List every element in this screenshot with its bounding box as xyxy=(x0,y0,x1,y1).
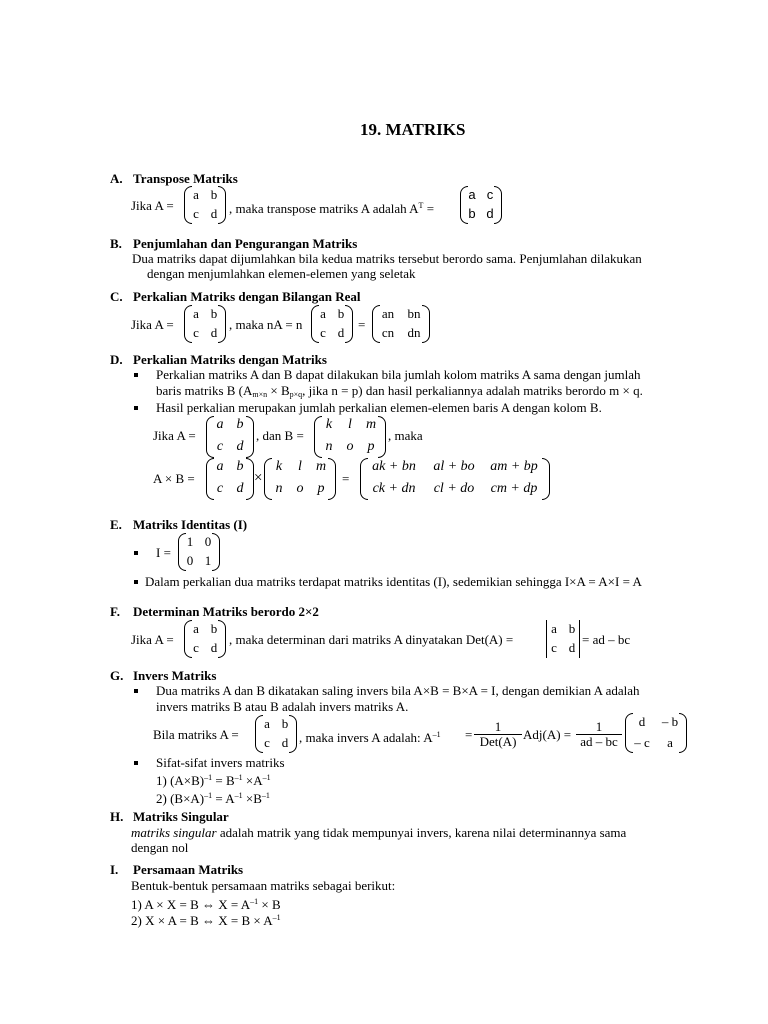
section-e-i-eq: I = xyxy=(156,545,171,560)
section-g-prop2: 2) $(B\times A)^{-1} = A^{-1} \times B^{-1}$ xyxy=(156,791,270,806)
matrix-cell: c xyxy=(551,640,557,655)
matrix-cell: k xyxy=(325,417,333,432)
matrix-cell: cn xyxy=(381,325,395,340)
matrix-cell: cl + do xyxy=(433,481,475,496)
fraction-denominator: Det(A) xyxy=(479,734,517,749)
section-f-matrix-a xyxy=(184,620,226,658)
matrix-cell: 0 xyxy=(204,534,212,549)
section-d-dan-b: , dan B = xyxy=(256,428,304,443)
section-g-matrix-a xyxy=(255,715,297,753)
matrix-cell: d xyxy=(638,714,646,729)
matrix-cell: a xyxy=(551,621,557,636)
matrix-cell: c xyxy=(193,325,199,340)
matrix-cell: a xyxy=(193,621,199,636)
bullet-icon xyxy=(134,689,138,693)
matrix-cell: a xyxy=(193,306,199,321)
matrix-cell: b xyxy=(236,459,244,474)
section-d-axb: A × B = xyxy=(153,471,195,486)
bullet-icon xyxy=(134,406,138,410)
page-title: 19. MATRIKS xyxy=(360,120,466,139)
section-d-matrix-b2 xyxy=(264,458,336,500)
matrix-cell: 0 xyxy=(186,553,194,568)
section-f-jika: Jika A = xyxy=(131,632,174,647)
section-a-matrix-a xyxy=(184,186,226,224)
matrix-cell: d xyxy=(210,640,218,655)
fraction-numerator: 1 xyxy=(576,720,622,735)
matrix-cell: p xyxy=(317,481,325,496)
section-d-jika: Jika A = xyxy=(153,428,196,443)
section-i-eq1: 1) A × X = B ⇔ $X = A^{-1} \times B$ xyxy=(131,897,281,912)
section-a-text: , maka transpose matriks A adalah $A^T$ = xyxy=(229,201,435,216)
section-c-matrix-n xyxy=(372,305,430,343)
matrix-cell: cm + dp xyxy=(490,481,538,496)
bullet-icon xyxy=(134,551,138,555)
section-g-eq1: = xyxy=(465,727,473,742)
section-g-frac-adbc xyxy=(576,720,622,749)
matrix-cell: c xyxy=(216,481,224,496)
section-i-heading: Persamaan Matriks xyxy=(133,862,244,877)
section-c-eq: = xyxy=(358,317,366,332)
matrix-cell: a xyxy=(193,187,199,202)
section-e-letter: E. xyxy=(110,517,122,532)
matrix-cell: c xyxy=(486,187,494,202)
matrix-cell: a xyxy=(320,306,326,321)
section-f-determinant xyxy=(545,620,581,658)
section-d-bullet1-line1: Perkalian matriks A dan B dapat dilakukan bila jumlah kolom matriks A sama dengan jumlah xyxy=(156,367,641,382)
section-e-bullet2: Dalam perkalian dua matriks terdapat matriks identitas (I), sedemikian sehingga I×A = A×I = A xyxy=(145,574,642,589)
matrix-cell: c xyxy=(193,640,199,655)
matrix-cell: d xyxy=(486,206,494,221)
section-i-eq2: 2) X × A = B ⇔ $X = B \times A^{-1}$ xyxy=(131,913,281,928)
matrix-cell: k xyxy=(275,459,283,474)
section-g-heading: Invers Matriks xyxy=(133,668,217,683)
section-f-result: = ad – bc xyxy=(582,632,631,647)
section-d-matrix-a xyxy=(206,416,254,458)
matrix-cell: b xyxy=(210,187,218,202)
section-g-frac-det xyxy=(474,720,522,749)
section-d-bullet1-line2: baris matriks B ($A_{m\times n} \times B_{p\times q}$, jika n = p) dan hasil perkaliannya adalah matriks berordo m × q. xyxy=(156,383,643,399)
matrix-cell: d xyxy=(210,206,218,221)
section-d-matrix-a2 xyxy=(206,458,254,500)
matrix-cell: n xyxy=(325,439,333,454)
section-d-matrix-b xyxy=(314,416,386,458)
section-g-bullet1-line1: Dua matriks A dan B dikatakan saling invers bila A×B = B×A = I, dengan demikian A adalah xyxy=(156,683,640,698)
section-d-matrix-ab xyxy=(360,458,550,500)
section-a-jika: Jika A = xyxy=(131,198,174,213)
section-g-letter: G. xyxy=(110,668,124,683)
matrix-cell: dn xyxy=(407,325,421,340)
matrix-cell: bn xyxy=(407,306,421,321)
matrix-cell: ak + bn xyxy=(372,459,416,474)
matrix-cell: 1 xyxy=(204,553,212,568)
section-h-line2: dengan nol xyxy=(131,840,189,855)
matrix-cell: c xyxy=(193,206,199,221)
section-h-line1: matriks singular adalah matrik yang tidak mempunyai invers, karena nilai determinannya sama xyxy=(131,825,627,840)
matrix-cell: a xyxy=(216,417,224,432)
matrix-cell: c xyxy=(320,325,326,340)
section-a-heading: Transpose Matriks xyxy=(133,171,238,186)
section-f-letter: F. xyxy=(110,604,120,619)
section-f-heading: Determinan Matriks berordo 2×2 xyxy=(133,604,319,619)
matrix-cell: o xyxy=(296,481,304,496)
matrix-cell: 1 xyxy=(186,534,194,549)
section-d-bullet2: Hasil perkalian merupakan jumlah perkalian elemen-elemen baris A dengan kolom B. xyxy=(156,400,602,415)
section-b-line1: Dua matriks dapat dijumlahkan bila kedua matriks tersebut berordo sama. Penjumlahan dilakukan xyxy=(132,251,642,266)
section-g-adj: Adj(A) = xyxy=(523,727,572,742)
section-b-line2: dengan menjumlahkan elemen-elemen yang seletak xyxy=(147,266,416,281)
matrix-cell: d xyxy=(281,735,289,750)
section-g-bullet1-line2: invers matriks B atau B adalah invers matriks A. xyxy=(156,699,409,714)
matrix-cell: b xyxy=(568,621,576,636)
matrix-cell: ck + dn xyxy=(372,481,416,496)
matrix-cell: b xyxy=(281,716,289,731)
matrix-cell: l xyxy=(348,417,352,432)
bullet-icon xyxy=(134,373,138,377)
fraction-denominator: ad – bc xyxy=(580,734,618,749)
section-d-eq: = xyxy=(342,471,350,486)
section-e-matrix-i xyxy=(178,533,220,571)
section-b-heading: Penjumlahan dan Pengurangan Matriks xyxy=(133,236,358,251)
bullet-icon xyxy=(134,580,138,584)
matrix-cell: d xyxy=(236,439,244,454)
matrix-cell: a xyxy=(264,716,270,731)
matrix-cell: – c xyxy=(634,735,650,750)
matrix-cell: b xyxy=(468,206,476,221)
section-d-times: × xyxy=(254,470,263,486)
section-d-maka: , maka xyxy=(388,428,423,443)
section-c-text: , maka nA = n xyxy=(229,317,303,332)
section-g-bullet2: Sifat-sifat invers matriks xyxy=(156,755,285,770)
section-c-jika: Jika A = xyxy=(131,317,174,332)
section-h-letter: H. xyxy=(110,809,124,824)
matrix-cell: an xyxy=(381,306,395,321)
section-d-heading: Perkalian Matriks dengan Matriks xyxy=(133,352,327,367)
matrix-cell: a xyxy=(216,459,224,474)
matrix-cell: c xyxy=(216,439,224,454)
matrix-cell: a xyxy=(667,735,673,750)
bullet-icon xyxy=(134,761,138,765)
section-c-heading: Perkalian Matriks dengan Bilangan Real xyxy=(133,289,361,304)
matrix-cell: a xyxy=(468,187,476,202)
matrix-cell: n xyxy=(275,481,283,496)
section-e-heading: Matriks Identitas (I) xyxy=(133,517,248,532)
section-a-matrix-t xyxy=(460,186,502,224)
section-c-letter: C. xyxy=(110,289,123,304)
matrix-cell: o xyxy=(346,439,354,454)
section-g-matrix-inv xyxy=(625,713,687,753)
matrix-cell: – b xyxy=(661,714,679,729)
matrix-cell: d xyxy=(337,325,345,340)
section-g-prop1: 1) $(A\times B)^{-1} = B^{-1} \times A^{-1}$ xyxy=(156,773,271,788)
matrix-cell: b xyxy=(210,306,218,321)
matrix-cell: l xyxy=(298,459,302,474)
section-c-matrix-a2 xyxy=(311,305,353,343)
section-d-letter: D. xyxy=(110,352,123,367)
matrix-cell: c xyxy=(264,735,270,750)
section-b-letter: B. xyxy=(110,236,122,251)
section-f-text: , maka determinan dari matriks A dinyatakan Det(A) = xyxy=(229,632,514,647)
section-i-letter: I. xyxy=(110,862,119,877)
matrix-cell: am + bp xyxy=(490,459,538,474)
matrix-cell: m xyxy=(365,417,377,432)
matrix-cell: b xyxy=(210,621,218,636)
section-i-intro: Bentuk-bentuk persamaan matriks sebagai berikut: xyxy=(131,878,396,893)
section-c-matrix-a xyxy=(184,305,226,343)
matrix-cell: m xyxy=(315,459,327,474)
fraction-numerator: 1 xyxy=(474,720,522,735)
matrix-cell: d xyxy=(210,325,218,340)
matrix-cell: b xyxy=(236,417,244,432)
section-g-text: , maka invers A adalah: $A^{-1}$ xyxy=(299,730,441,745)
section-h-heading: Matriks Singular xyxy=(133,809,229,824)
matrix-cell: d xyxy=(236,481,244,496)
matrix-cell: p xyxy=(367,439,375,454)
section-a-letter: A. xyxy=(110,171,123,186)
matrix-cell: d xyxy=(568,640,576,655)
section-g-bila: Bila matriks A = xyxy=(153,727,239,742)
matrix-cell: al + bo xyxy=(433,459,475,474)
matrix-cell: b xyxy=(337,306,345,321)
